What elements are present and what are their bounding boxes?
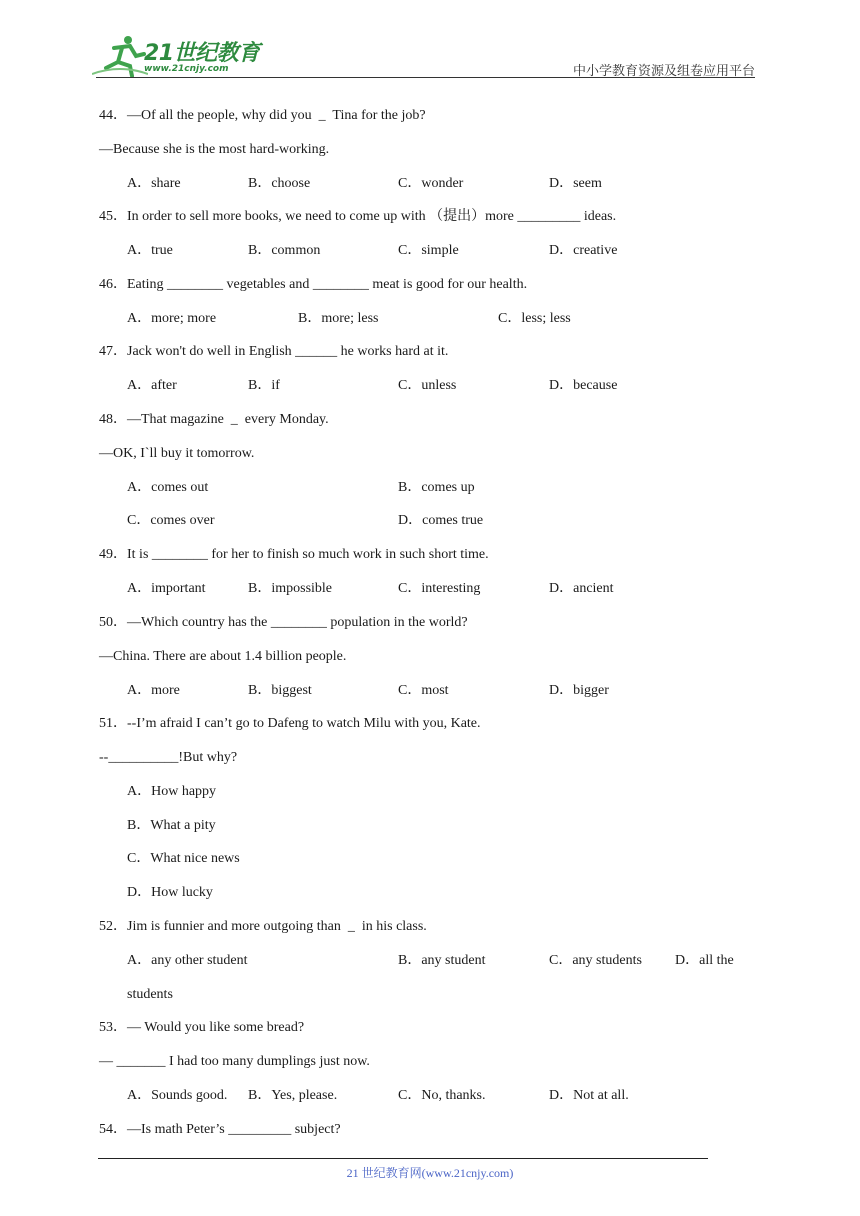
option-d: D．all the: [675, 953, 734, 968]
option-a: A．Sounds good.: [127, 1088, 228, 1103]
question-stem: 47．Jack won't do well in English ______ he works hard at it.: [99, 344, 449, 359]
option-c: C．simple: [398, 243, 459, 258]
question-stem: 46．Eating ________ vegetables and ________ meat is good for our health.: [99, 277, 528, 292]
header-divider: [96, 77, 755, 78]
footer-source: 21 世纪教育网(www.21cnjy.com): [346, 1166, 514, 1180]
question-stem: 52．Jim is funnier and more outgoing than _ in his class.: [99, 919, 427, 934]
option-c: C．most: [398, 683, 449, 698]
question-response: —China. There are about 1.4 billion people.: [99, 649, 347, 664]
option-a: A．after: [127, 378, 177, 393]
option-c: C．any students: [549, 953, 642, 968]
option-b: B．What a pity: [127, 818, 216, 833]
platform-title: 中小学教育资源及组卷应用平台: [572, 63, 755, 78]
option-b: B．any student: [398, 953, 486, 968]
question-stem: 44．—Of all the people, why did you _ Tina for the job?: [99, 108, 426, 123]
question-response: --__________!But why?: [99, 750, 238, 765]
logo-url: www.21cnjy.com: [144, 64, 229, 74]
option-d: D．creative: [549, 243, 618, 258]
question-stem: 53．— Would you like some bread?: [99, 1020, 305, 1035]
option-c: C．unless: [398, 378, 457, 393]
option-c: C．interesting: [398, 581, 481, 596]
option-a: A．important: [127, 581, 206, 596]
option-a: A．How happy: [127, 784, 217, 799]
option-c: C．less; less: [498, 311, 571, 326]
question-response: — _______ I had too many dumplings just now.: [99, 1054, 370, 1069]
question-stem: 54．—Is math Peter’s _________ subject?: [99, 1122, 341, 1137]
question-response: —Because she is the most hard-working.: [99, 142, 330, 157]
option-b: B．impossible: [248, 581, 333, 596]
option-d: D．ancient: [549, 581, 614, 596]
question-stem: 45．In order to sell more books, we need to come up with （提出）more _________ ideas.: [99, 209, 617, 224]
runner-logo-icon: [92, 34, 148, 78]
option-a: A．true: [127, 243, 173, 258]
option-c: C．What nice news: [127, 851, 240, 866]
option-b: B．biggest: [248, 683, 312, 698]
option-d: D．seem: [549, 176, 602, 191]
option-b: B．choose: [248, 176, 311, 191]
option-d-continued: students: [127, 987, 173, 1002]
option-c: C．comes over: [127, 513, 215, 528]
option-d: D．bigger: [549, 683, 609, 698]
logo: [92, 34, 262, 78]
option-a: A．share: [127, 176, 181, 191]
question-stem: 49．It is ________ for her to finish so much work in such short time.: [99, 547, 489, 562]
option-a: A．more: [127, 683, 180, 698]
question-stem: 51．--I’m afraid I can’t go to Dafeng to watch Milu with you, Kate.: [99, 716, 481, 731]
footer-divider: [98, 1158, 708, 1159]
option-d: D．How lucky: [127, 885, 213, 900]
option-b: B．more; less: [298, 311, 379, 326]
question-stem: 48．—That magazine _ every Monday.: [99, 412, 329, 427]
option-b: B．Yes, please.: [248, 1088, 338, 1103]
option-a: A．comes out: [127, 480, 209, 495]
option-c: C．No, thanks.: [398, 1088, 486, 1103]
option-b: B．common: [248, 243, 321, 258]
option-a: A．any other student: [127, 953, 248, 968]
option-d: D．Not at all.: [549, 1088, 629, 1103]
page-header: [0, 0, 860, 80]
option-d: D．comes true: [398, 513, 484, 528]
option-a: A．more; more: [127, 311, 217, 326]
option-c: C．wonder: [398, 176, 464, 191]
option-d: D．because: [549, 378, 618, 393]
question-stem: 50．—Which country has the ________ population in the world?: [99, 615, 468, 630]
option-b: B．comes up: [398, 480, 475, 495]
option-b: B．if: [248, 378, 280, 393]
logo-text: 21世纪教育: [144, 41, 260, 66]
question-response: —OK, I`ll buy it tomorrow.: [99, 446, 255, 461]
